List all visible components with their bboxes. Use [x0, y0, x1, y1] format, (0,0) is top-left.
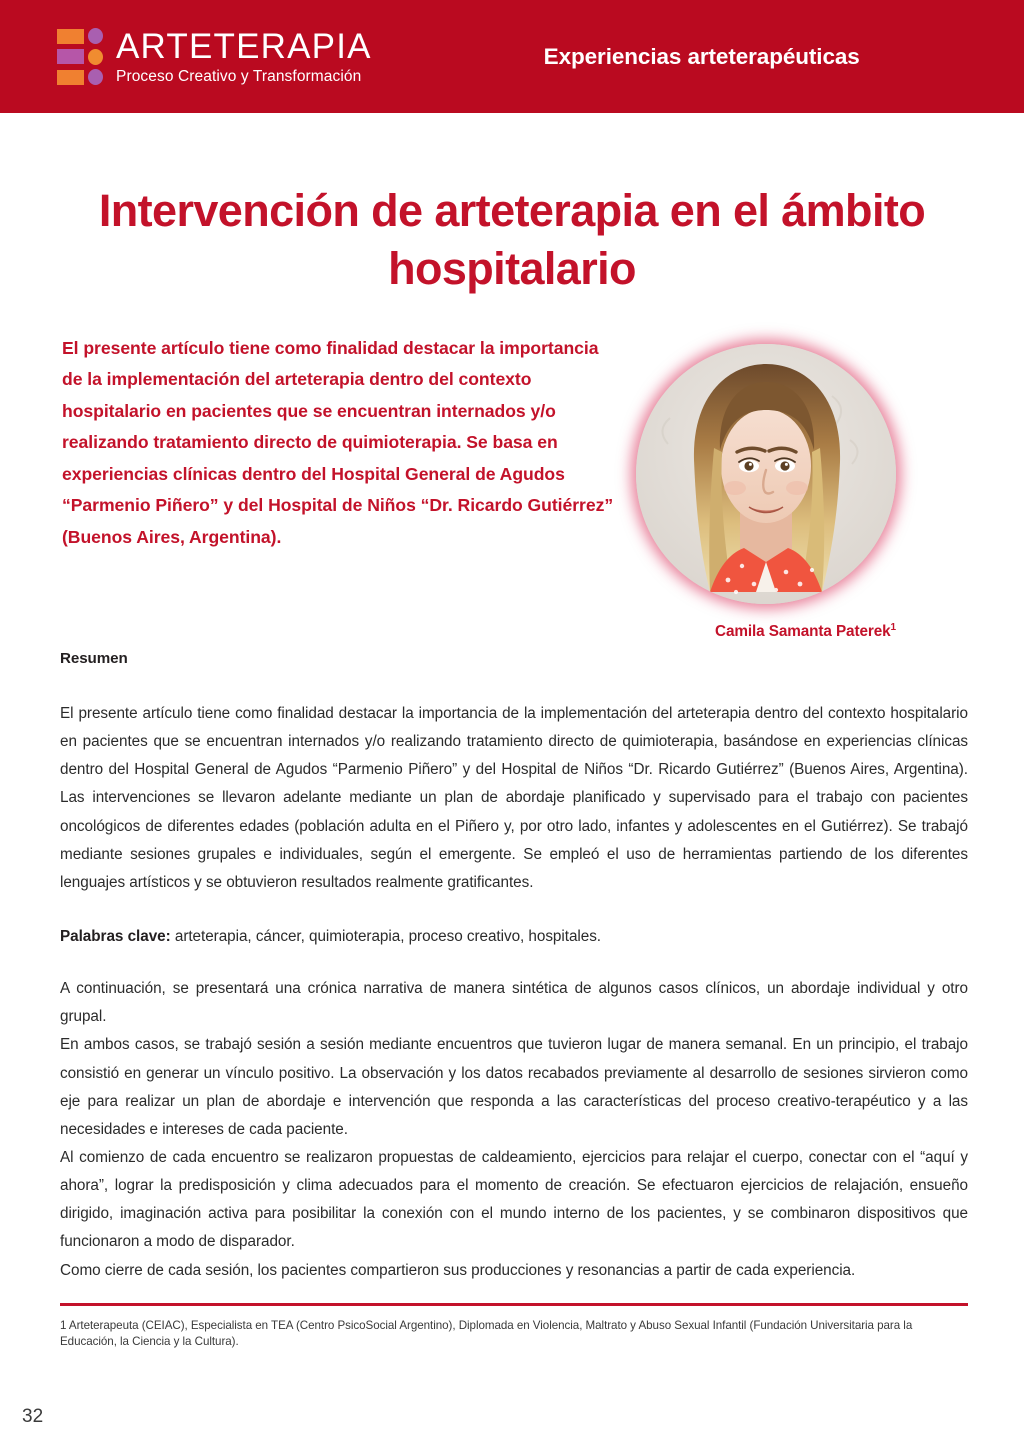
page-number: 32	[22, 1406, 44, 1427]
page-title: Intervención de arteterapia en el ámbito hospitalario	[98, 185, 926, 294]
body-paragraph: En ambos casos, se trabajó sesión a sesión mediante encuentros que tuvieron lugar de manera semanal. En un principio, el trabajo consistió en generar un vínculo positivo. La observación y los datos recabados previamente al desarrollo de sesiones sirvieron como eje para realizar un plan de abordaje e intervención que responda a las características del proceso creativo-terapéutico y a las necesidades e intereses de cada paciente.	[60, 1036, 968, 1138]
author-portrait-photo	[636, 344, 896, 604]
logo-row-2	[57, 49, 103, 64]
lead-abstract-text: El presente artículo tiene como finalidad destacar la importancia de la implementación del arteterapia dentro del contexto hospitalario en pacientes que se encuentran internados y/o realizando tratamiento directo de quimioterapia. Se basa en experiencias clínicas dentro del Hospital General de Agudos “Parmenio Piñero” y del Hospital de Niños “Dr. Ricardo Gutiérrez” (Buenos Aires, Argentina).	[62, 338, 614, 547]
body-paragraph: Como cierre de cada sesión, los pacientes compartieron sus producciones y resonancias a partir de cada experiencia.	[60, 1261, 856, 1279]
brand-logo	[57, 26, 372, 85]
brand-wordmark	[116, 26, 372, 85]
keywords-line	[60, 923, 968, 951]
footnote-divider	[60, 1303, 968, 1306]
author-footnote-marker: 1	[890, 622, 896, 633]
abstract-paragraph: El presente artículo tiene como finalidad destacar la importancia de la implementación del arteterapia dentro del contexto hospitalario en pacientes que se encuentran internados y/o realizando tratamiento directo de quimioterapia, basándose en experiencias clínicas dentro del Hospital General de Agudos “Parmenio Piñero” y del Hospital de Niños “Dr. Ricardo Gutiérrez” (Buenos Aires, Argentina). Las intervenciones se llevaron adelante mediante un plan de abordaje planificado y supervisado para el trabajo con pacientes oncológicos de diferentes edades (población adulta en el Piñero y, por otro lado, infantes y adolescentes en el Gutiérrez). Se trabajó mediante sesiones grupales e individuales, según el emergente. Se empleó el uso de herramientas partiendo de los diferentes lenguajes artísticos y se obtuvieron resultados realmente gratificantes.	[60, 705, 968, 891]
logo-dot-orange-icon	[88, 49, 103, 65]
logo-dot-purple-icon	[88, 69, 103, 85]
keywords-value: arteterapia, cáncer, quimioterapia, proceso creativo, hospitales.	[170, 927, 602, 945]
abstract-heading: Resumen	[60, 650, 128, 667]
logo-row-1	[57, 29, 103, 44]
body-paragraph: Al comienzo de cada encuentro se realizaron propuestas de caldeamiento, ejercicios para relajar el cuerpo, conectar con el “aquí y ahora”, lograr la predisposición y clima adecuados para el momento de creación. Se efectuaron ejercicios de relajación, ensueño dirigido, imaginación activa para posibilitar la conexión con el mundo interno de los pacientes, y se combinaron dispositivos que funcionaron a modo de disparador.	[60, 1148, 968, 1251]
logo-row-3	[57, 70, 103, 85]
logo-rect-orange-icon	[57, 29, 84, 44]
arteterapia-logo-icon	[57, 29, 103, 85]
author-name-text: Camila Samanta Paterek	[715, 623, 891, 641]
keywords-label: Palabras clave:	[60, 927, 171, 945]
portrait-illustration	[636, 344, 896, 604]
body-paragraph: A continuación, se presentará una crónica narrativa de manera sintética de algunos casos clínicos, un abordaje individual y otro grupal.	[60, 980, 968, 1026]
logo-rect-orange-icon	[57, 70, 84, 85]
logo-dot-purple-icon	[88, 28, 103, 44]
author-name	[520, 622, 896, 641]
brand-name: ARTETERAPIA	[116, 26, 372, 66]
logo-rect-purple-icon	[57, 49, 84, 64]
article-body	[60, 700, 968, 1285]
brand-tagline: Proceso Creativo y Transformación	[116, 67, 362, 85]
header-section-title: Experiencias arteterapéuticas	[543, 43, 860, 69]
page-header-banner	[0, 0, 1024, 113]
footnote-text: 1 Arteterapeuta (CEIAC), Especialista en TEA (Centro PsicoSocial Argentino), Diplomada en Violencia, Maltrato y Abuso Sexual Infantil (Fundación Universitaria para la Educación, la Ciencia y la Cultura).	[60, 1319, 913, 1349]
